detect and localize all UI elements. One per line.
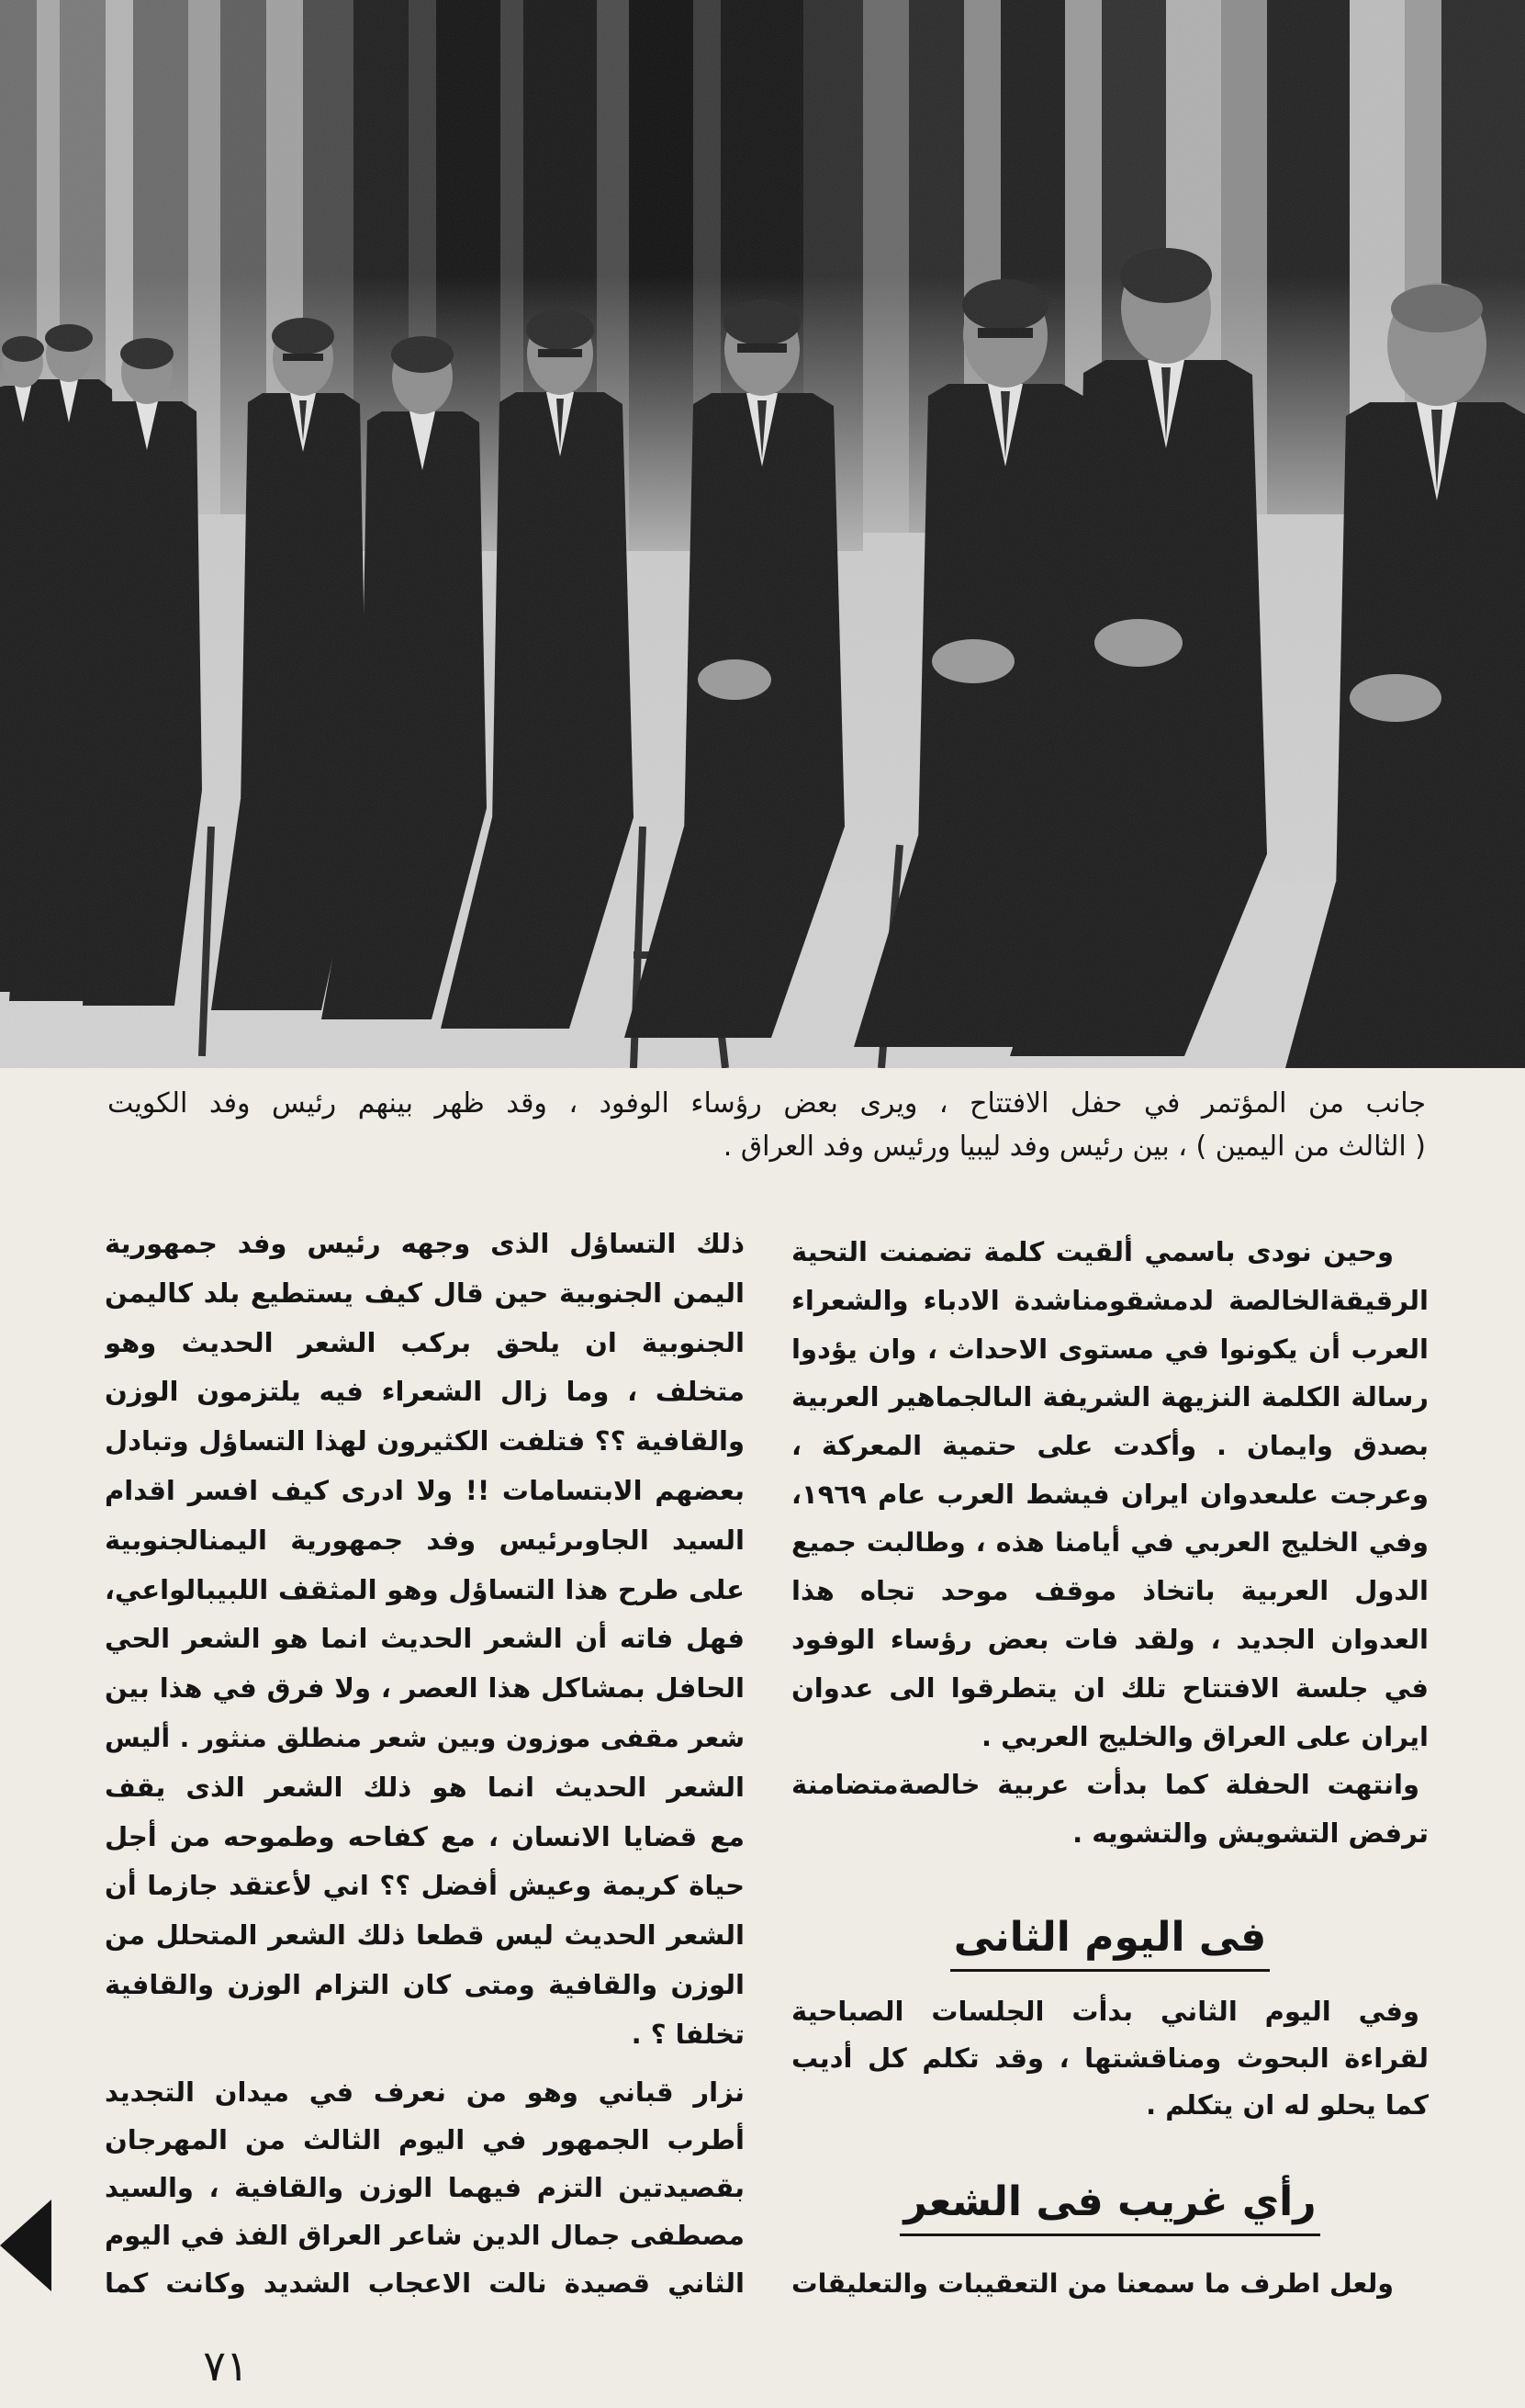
body-text-line: مصطفى جمال الدين شاعر العراق الفذ في اليوم [105,2220,745,2251]
text-column-right-opinion [791,2260,1429,2308]
section-heading-wrap [791,1910,1429,1972]
body-text-line: ذلك التساؤل الذى وجهه رئيس وفد جمهورية [105,1228,745,1259]
body-text-line: مع قضايا الانسان ، مع كفاحه وطموحه من أجل [105,1820,745,1852]
body-text-line: نزار قباني وهو من نعرف في ميدان التجديد [105,2076,745,2108]
body-text-line: بقصيدتين التزم فيهما الوزن والقافية ، والسيد [105,2172,745,2203]
section-heading: رأي غريب فى الشعر [900,2175,1319,2236]
photo-caption [107,1082,1426,1168]
body-text-line: وفي الخليج العربي في أيامنا هذه ، وطالبت جميع [791,1526,1429,1558]
body-text-line: أطرب الجمهور في اليوم الثالث من المهرجان [105,2124,745,2155]
body-text-line: وعرجت علىعدوان ايران فيشط العرب عام ١٩٦٩، [791,1478,1429,1510]
body-text-line: السيد الجاوىرئيس وفد جمهورية اليمنالجنوبية [105,1524,745,1556]
body-text-line: الوزن والقافية ومتى كان التزام الوزن والقافية [105,1968,745,2000]
photo-caption-line: ( الثالث من اليمين ) ، بين رئيس وفد ليبيا ورئيس وفد العراق . [723,1131,1426,1163]
body-text-line: متخلف ، وما زال الشعراء فيه يلتزمون الوزن [105,1376,745,1408]
body-text-line: الجنوبية ان يلحق بركب الشعر الحديث وهو [105,1326,745,1358]
body-text-line: الشعر الحديث ليس قطعا ذلك الشعر المتحلل من [105,1919,745,1952]
conference-photo-graphic [0,0,1525,1068]
text-column-left-continued [105,2068,745,2307]
text-column-left [105,1220,745,2060]
body-text-line: العدوان الجديد ، ولقد فات بعض رؤساء الوفود [791,1624,1429,1655]
body-text-line: على طرح هذا التساؤل وهو المثقف اللبيبالواعي، [105,1573,745,1605]
photo-caption-line: جانب من المؤتمر في حفل الافتتاح ، ويرى بعض رؤساء الوفود ، وقد ظهر بينهم رئيس وفد الكويت [107,1087,1426,1120]
body-text-line: وفي اليوم الثاني بدأت الجلسات الصباحية [791,1996,1419,2027]
body-text-line: الرقيقةالخالصة لدمشقومناشدة الادباء والشعراء [791,1284,1429,1316]
body-text-line: رسالة الكلمة النزيهة الشريفة الىالجماهير العربية [791,1381,1429,1413]
body-text-line: الشعر الحديث انما هو ذلك الشعر الذى يقف [105,1771,745,1803]
body-text-line: فهل فاته أن الشعر الحديث انما هو الشعر الحي [105,1623,745,1655]
section-heading-wrap [791,2175,1429,2236]
body-text-line: لقراءة البحوث ومناقشتها ، وقد تكلم كل أديب [791,2042,1429,2074]
body-text-line: ترفض التشويش والتشويه . [1072,1817,1429,1849]
body-text-line: وحين نودى باسمي ألقيت كلمة تضمنت التحية [791,1236,1394,1267]
body-text-line: وانتهت الحفلة كما بدأت عربية خالصةمتضامنة [791,1769,1419,1801]
conference-photo [0,0,1525,1068]
body-text-line: شعر مقفى موزون وبين شعر منطلق منثور . أليس [105,1722,745,1753]
body-text-line: الثاني قصيدة نالت الاعجاب الشديد وكانت كما [105,2267,745,2299]
body-text-line: ايران على العراق والخليج العربي . [981,1720,1429,1752]
triangle-left-icon [0,2200,51,2291]
body-text-line: بعضهم الابتسامات !! ولا ادرى كيف افسر اقدام [105,1474,745,1506]
body-text-line: ولعل اطرف ما سمعنا من التعقيبات والتعليقات [791,2268,1394,2299]
body-text-line: تخلفا ؟ . [631,2018,745,2050]
body-text-line: والقافية ؟؟ فتلفت الكثيرون لهذا التساؤل وتبادل [105,1425,745,1457]
body-text-line: الحافل بمشاكل هذا العصر ، ولا فرق في هذا بين [105,1672,745,1705]
body-text-line: بصدق وايمان . وأكدت على حتمية المعركة ، [791,1430,1429,1461]
body-text-line: حياة كريمة وعيش أفضل ؟؟ اني لأعتقد جازما أن [105,1870,745,1902]
body-text-line: اليمن الجنوبية حين قال كيف يستطيع بلد كاليمن [105,1277,745,1309]
text-column-right [791,1228,1429,1858]
text-column-right-second-day [791,1988,1429,2129]
page-number: ٧١ [203,2341,249,2391]
section-heading: فى اليوم الثانى [950,1910,1270,1972]
body-text-line: الدول العربية باتخاذ موقف موحد تجاه هذا [791,1575,1429,1607]
body-text-line: في جلسة الافتتاح تلك ان يتطرقوا الى عدوان [791,1671,1429,1704]
body-text-line: كما يحلو له ان يتكلم . [1146,2089,1429,2121]
body-text-line: العرب أن يكونوا في مستوى الاحداث ، وان يؤدوا [791,1333,1429,1365]
